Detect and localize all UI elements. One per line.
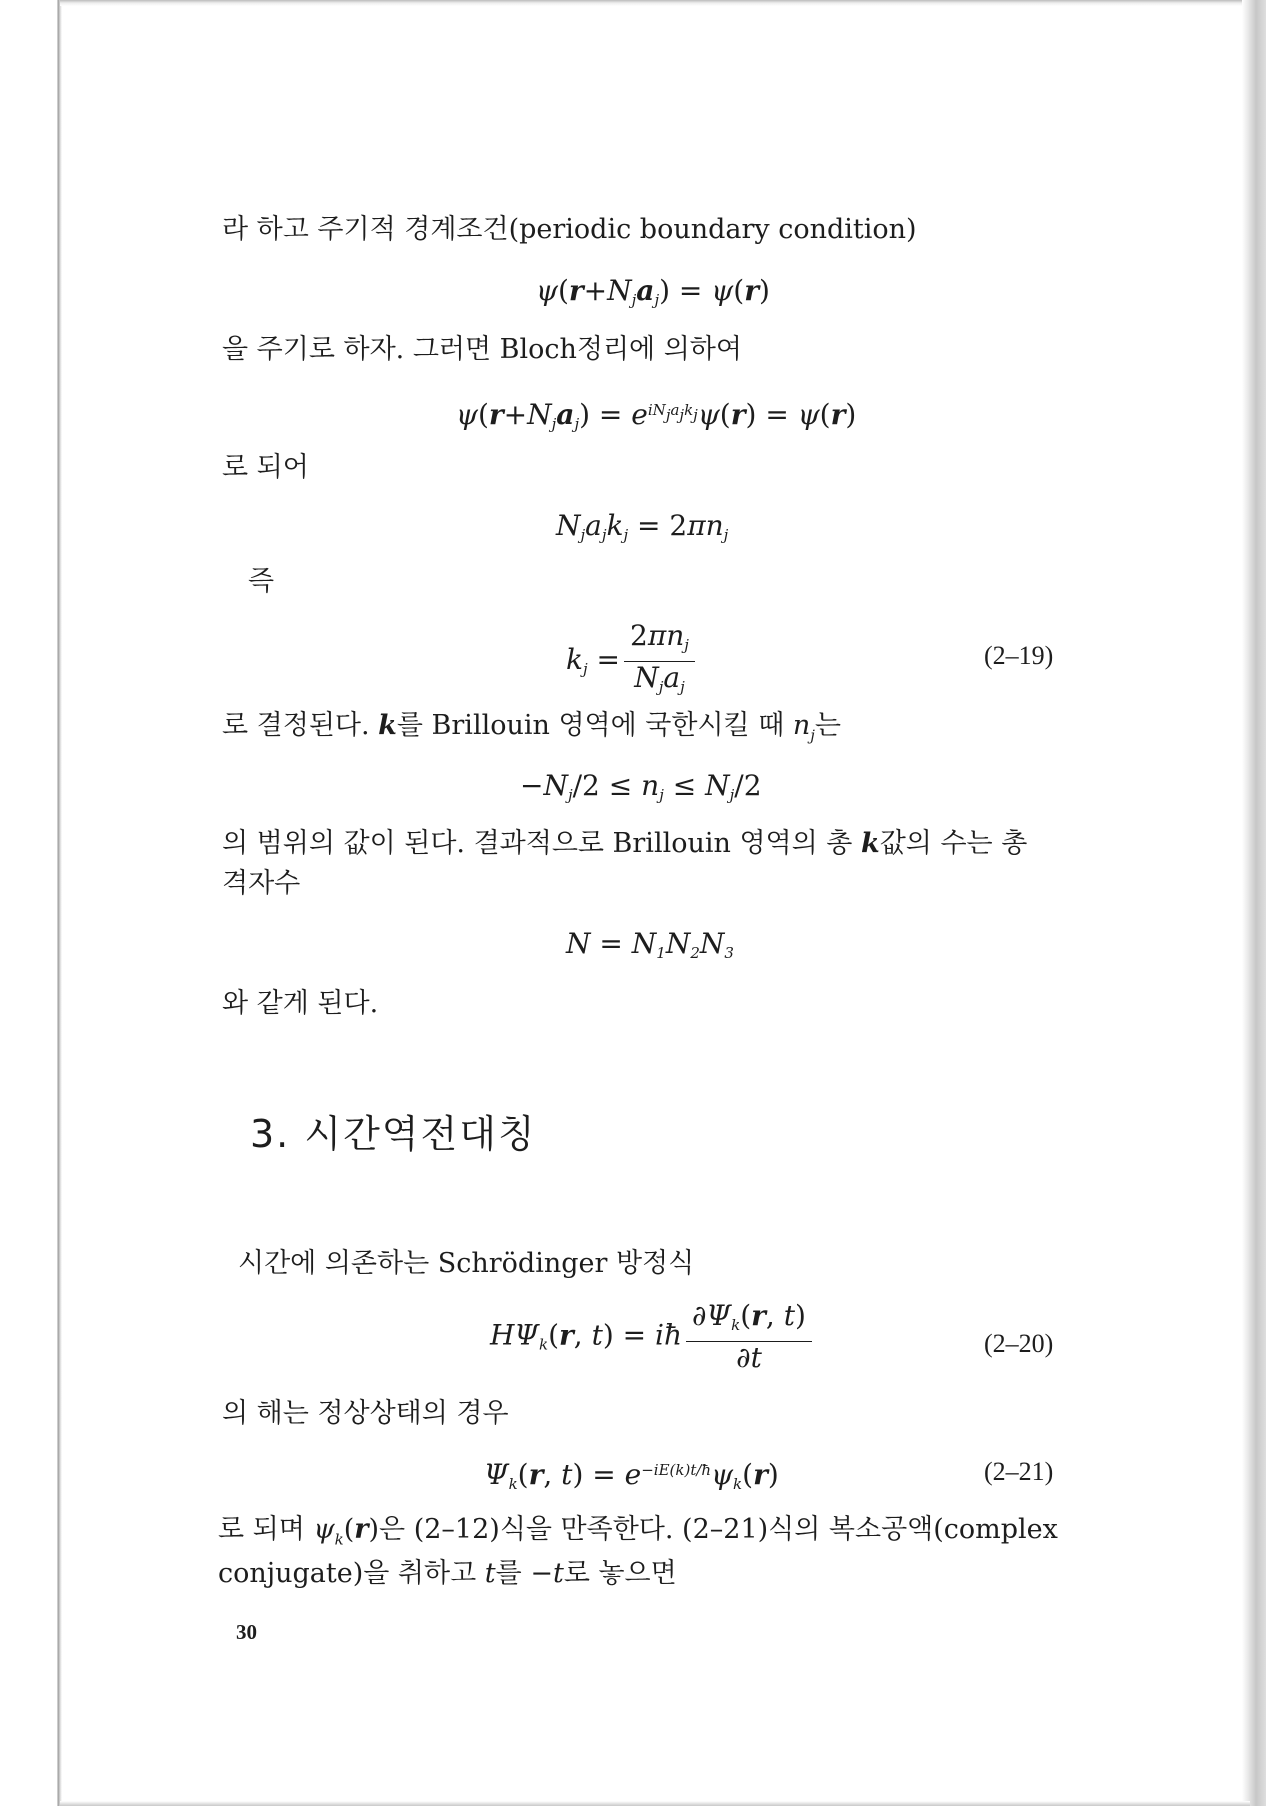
page-bottom-edge (60, 1801, 1250, 1806)
text-line: 와 같게 된다. (222, 988, 379, 1019)
equation-number: (2–19) (984, 641, 1054, 670)
text-line: 시간에 의존하는 Schrödinger 방정식 (238, 1248, 695, 1279)
section-number: 3. (250, 1112, 291, 1156)
equation-total-n: $N = N_1N_2N_3$ (566, 927, 734, 962)
text-line: 라 하고 주기적 경계조건(periodic boundary condition) (222, 214, 917, 245)
section-heading (250, 1110, 537, 1158)
section-title: 시간역전대칭 (304, 1112, 537, 1156)
equation-stationary: $\Psi_k(r$, $t) = e^{-iE(k)t/ħ}\psi_k(r)$ (484, 1458, 779, 1493)
text-line: 격자수 (222, 868, 301, 899)
text-line: conjugate)을 취하고 t를 −t로 놓으면 (218, 1558, 677, 1589)
text-line: 을 주기로 하자. 그러면 Bloch정리에 의하여 (222, 334, 742, 365)
scanned-page (66, 8, 1238, 1800)
text-line: 로 결정된다. k를 Brillouin 영역에 국한시킬 때 $n_j$는 (222, 710, 842, 745)
equation-range: $-N_j/2 \le n_j \le N_j/2$ (520, 769, 762, 804)
equation-condition: $N_ja_jk_j = 2\pi n_j$ (556, 509, 729, 544)
page-number: 30 (236, 1620, 257, 1644)
page-right-edge (1242, 0, 1266, 1806)
page-top-edge (60, 0, 1250, 6)
equation-kj: $k_j$ = $\frac{2\pi n_j}{N_ja_j}$ (566, 620, 699, 703)
page-left-edge (0, 0, 62, 1806)
equation-number: (2–21) (984, 1457, 1054, 1486)
text-line: 즉 (248, 566, 275, 597)
text-line: 의 해는 정상상태의 경우 (222, 1398, 509, 1429)
equation-schrodinger: $H\Psi_k(r$, t) = iħ $\frac{\partial\Psi_k(r, t)}{\partial t}$ (490, 1300, 816, 1374)
text-line: 로 되며 $\psi_k(r)$은 (2–12)식을 만족한다. (2–21)식의 복소공액(complex (218, 1514, 1058, 1549)
text-line: 로 되어 (222, 452, 309, 483)
equation-bloch: $\psi(r+N_ja_j) = e^{iN_ja_jk_j}\psi(r) = \psi(r)$ (456, 398, 857, 433)
equation-number: (2–20) (984, 1329, 1054, 1358)
text-line: 의 범위의 값이 된다. 결과적으로 Brillouin 영역의 총 k값의 수는 총 (222, 828, 1028, 859)
equation-periodic: $\psi(r+N_ja_j) = \psi(r)$ (536, 274, 770, 309)
